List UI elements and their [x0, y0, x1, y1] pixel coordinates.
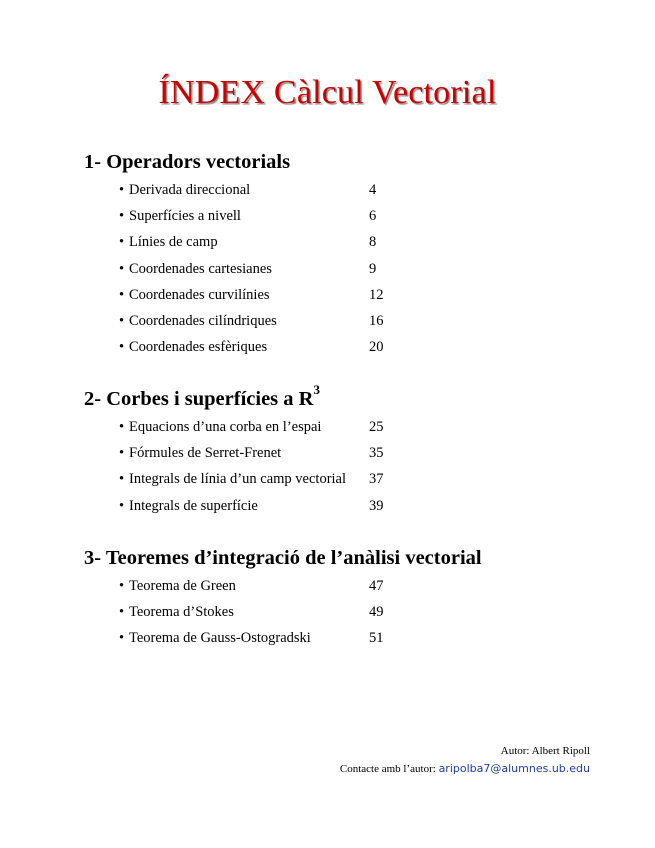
toc-entry-page: 51	[369, 630, 384, 647]
bullet: •	[119, 445, 125, 462]
footer-contact	[340, 762, 590, 775]
toc-entry-label: Coordenades cartesianes	[129, 260, 272, 277]
toc-entry[interactable]	[84, 599, 624, 625]
toc-entry-page: 20	[369, 339, 384, 356]
bullet: •	[119, 234, 125, 251]
toc-entry-label: Teorema de Gauss-Ostogradski	[129, 630, 311, 647]
bullet: •	[119, 419, 125, 435]
toc-entry-label: Coordenades curvilínies	[129, 286, 270, 303]
email-link[interactable]: aripolba7@alumnes.ub.edu	[438, 762, 590, 775]
section-heading: 3- Teoremes d’integració de l’anàlisi vectorial	[84, 547, 482, 569]
section-heading-text: 2- Corbes i superfícies a R	[84, 388, 314, 410]
bullet: •	[119, 260, 125, 277]
toc-entry-page: 12	[369, 286, 384, 303]
bullet: •	[119, 630, 125, 647]
bullet: •	[119, 578, 125, 594]
toc-entry-label: Línies de camp	[129, 234, 218, 251]
bullet: •	[119, 471, 125, 488]
toc-entry-page: 6	[369, 208, 377, 225]
toc-entry[interactable]	[84, 493, 624, 519]
toc-entry-page: 49	[369, 604, 384, 621]
toc-entry-label: Equacions d’una corba en l’espai	[129, 419, 322, 435]
section-operadors-vectorials	[84, 147, 624, 360]
toc-entry-page: 8	[369, 234, 377, 251]
toc-entry[interactable]	[84, 466, 624, 492]
toc-entry[interactable]	[84, 229, 624, 255]
toc-entry[interactable]	[84, 414, 624, 440]
toc-entry[interactable]	[84, 440, 624, 466]
toc-entry-label: Fórmules de Serret-Frenet	[129, 445, 282, 462]
section-corbes-superficies	[84, 384, 624, 519]
toc-entry-page: 25	[369, 419, 384, 435]
footer-author: Autor: Albert Ripoll	[500, 745, 590, 757]
contact-label: Contacte amb l’autor:	[339, 763, 436, 775]
toc-entry-page: 35	[369, 445, 384, 462]
bullet: •	[119, 604, 125, 621]
toc-entry[interactable]	[84, 308, 624, 334]
toc-entry-page: 4	[369, 182, 377, 198]
toc-entry-page: 47	[369, 578, 384, 594]
toc-entry-page: 9	[369, 260, 377, 277]
superscript: 3	[313, 382, 320, 398]
toc-entry[interactable]	[84, 256, 624, 282]
section-teoremes-integracio	[84, 543, 624, 652]
page-title: ÍNDEX Càlcul Vectorial	[158, 74, 497, 111]
toc-entry-page: 16	[369, 312, 384, 329]
toc-entry-label: Teorema d’Stokes	[129, 604, 234, 621]
bullet: •	[119, 182, 125, 198]
toc-entry[interactable]	[84, 334, 624, 360]
toc-entry-label: Integrals de línia d’un camp vectorial	[129, 471, 347, 488]
bullet: •	[119, 312, 125, 329]
toc-entry[interactable]	[84, 625, 624, 651]
toc-entry[interactable]	[84, 203, 624, 229]
toc-entry[interactable]	[84, 177, 624, 203]
toc-entry-label: Integrals de superfície	[129, 497, 258, 514]
toc-entry-label: Derivada direccional	[129, 182, 251, 198]
toc-entry-page: 37	[369, 471, 384, 488]
toc-entry-page: 39	[369, 497, 384, 514]
bullet: •	[119, 497, 125, 514]
toc-entry-label: Coordenades esfèriques	[129, 339, 268, 356]
toc-entry[interactable]	[84, 573, 624, 599]
section-heading	[84, 384, 624, 414]
toc-entry[interactable]	[84, 282, 624, 308]
bullet: •	[119, 339, 125, 356]
section-heading: 1- Operadors vectorials	[84, 151, 291, 173]
bullet: •	[119, 208, 125, 225]
toc-entry-label: Teorema de Green	[129, 578, 236, 594]
toc-entry-label: Superfícies a nivell	[129, 208, 241, 225]
bullet: •	[119, 286, 125, 303]
toc-entry-label: Coordenades cilíndriques	[129, 312, 277, 329]
